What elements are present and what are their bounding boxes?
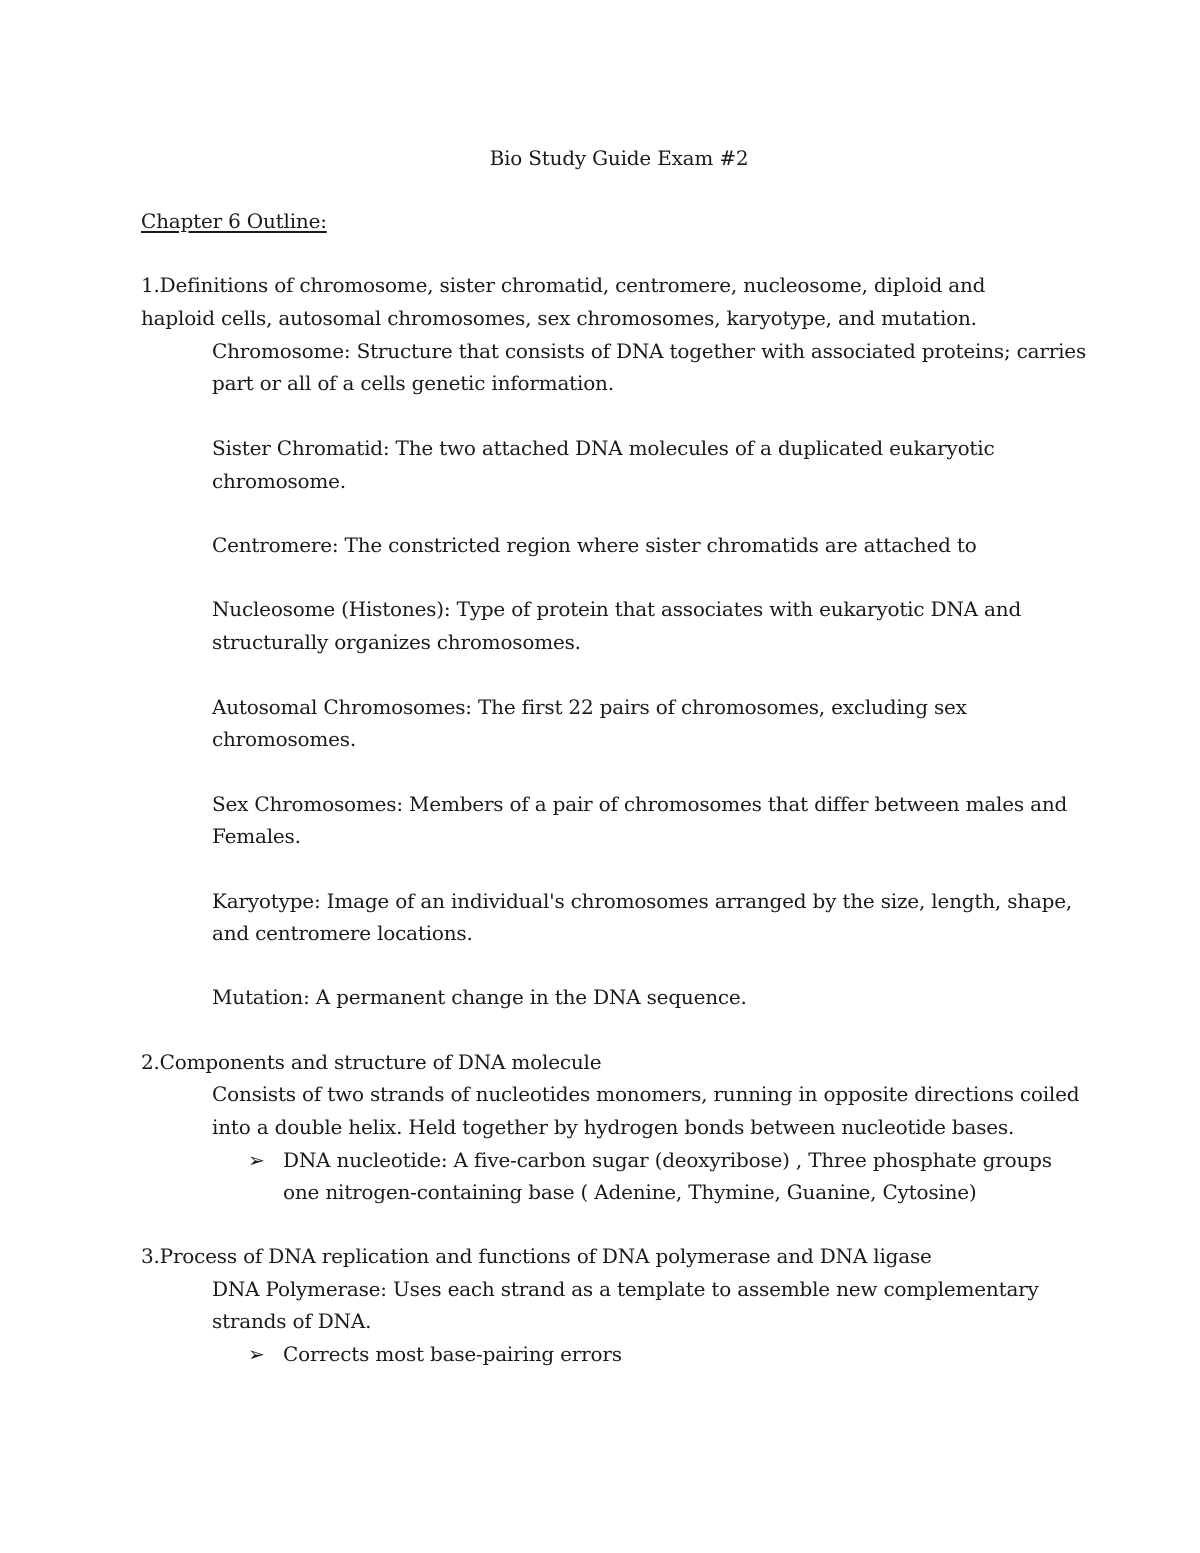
definition-chromosome: Chromosome: Structure that consists of DNA together with associated proteins; carries <box>212 339 1087 363</box>
definition-sex-chromosomes: Sex Chromosomes: Members of a pair of chromosomes that differ between males and <box>212 792 1068 816</box>
definition-karyotype-cont: and centromere locations. <box>212 921 473 945</box>
bullet-arrow-icon: ➢ <box>248 1148 265 1172</box>
section-2-bullet-cont: one nitrogen-containing base ( Adenine, Thymine, Guanine, Cytosine) <box>283 1180 977 1204</box>
definition-autosomal: Autosomal Chromosomes: The first 22 pairs of chromosomes, excluding sex <box>212 695 967 719</box>
section-1-heading-cont: haploid cells, autosomal chromosomes, sex chromosomes, karyotype, and mutation. <box>141 306 977 330</box>
definition-sister-chromatid: Sister Chromatid: The two attached DNA molecules of a duplicated eukaryotic <box>212 436 995 460</box>
bullet-arrow-icon: ➢ <box>248 1342 265 1366</box>
definition-autosomal-cont: chromosomes. <box>212 727 357 751</box>
definition-sister-chromatid-cont: chromosome. <box>212 469 346 493</box>
document-title: Bio Study Guide Exam #2 <box>489 146 749 170</box>
section-3-body: DNA Polymerase: Uses each strand as a template to assemble new complementary <box>212 1277 1039 1301</box>
section-2-body-cont: into a double helix. Held together by hydrogen bonds between nucleotide bases. <box>212 1115 1015 1139</box>
section-3-bullet: Corrects most base-pairing errors <box>283 1342 622 1366</box>
section-2-heading: 2.Components and structure of DNA molecule <box>141 1050 602 1074</box>
definition-sex-chromosomes-cont: Females. <box>212 824 301 848</box>
definition-nucleosome-cont: structurally organizes chromosomes. <box>212 630 581 654</box>
section-1-heading: 1.Definitions of chromosome, sister chromatid, centromere, nucleosome, diploid and <box>141 273 986 297</box>
section-3-body-cont: strands of DNA. <box>212 1309 372 1333</box>
section-2-bullet: DNA nucleotide: A five-carbon sugar (deoxyribose) , Three phosphate groups <box>283 1148 1052 1172</box>
section-3-heading: 3.Process of DNA replication and functions of DNA polymerase and DNA ligase <box>141 1244 932 1268</box>
chapter-heading: Chapter 6 Outline: <box>141 209 327 233</box>
definition-centromere: Centromere: The constricted region where sister chromatids are attached to <box>212 533 977 557</box>
definition-nucleosome: Nucleosome (Histones): Type of protein that associates with eukaryotic DNA and <box>212 597 1022 621</box>
definition-chromosome-cont: part or all of a cells genetic information. <box>212 371 614 395</box>
definition-mutation: Mutation: A permanent change in the DNA sequence. <box>212 985 747 1009</box>
definition-karyotype: Karyotype: Image of an individual's chromosomes arranged by the size, length, shape, <box>212 889 1073 913</box>
section-2-body: Consists of two strands of nucleotides monomers, running in opposite directions coiled <box>212 1082 1080 1106</box>
